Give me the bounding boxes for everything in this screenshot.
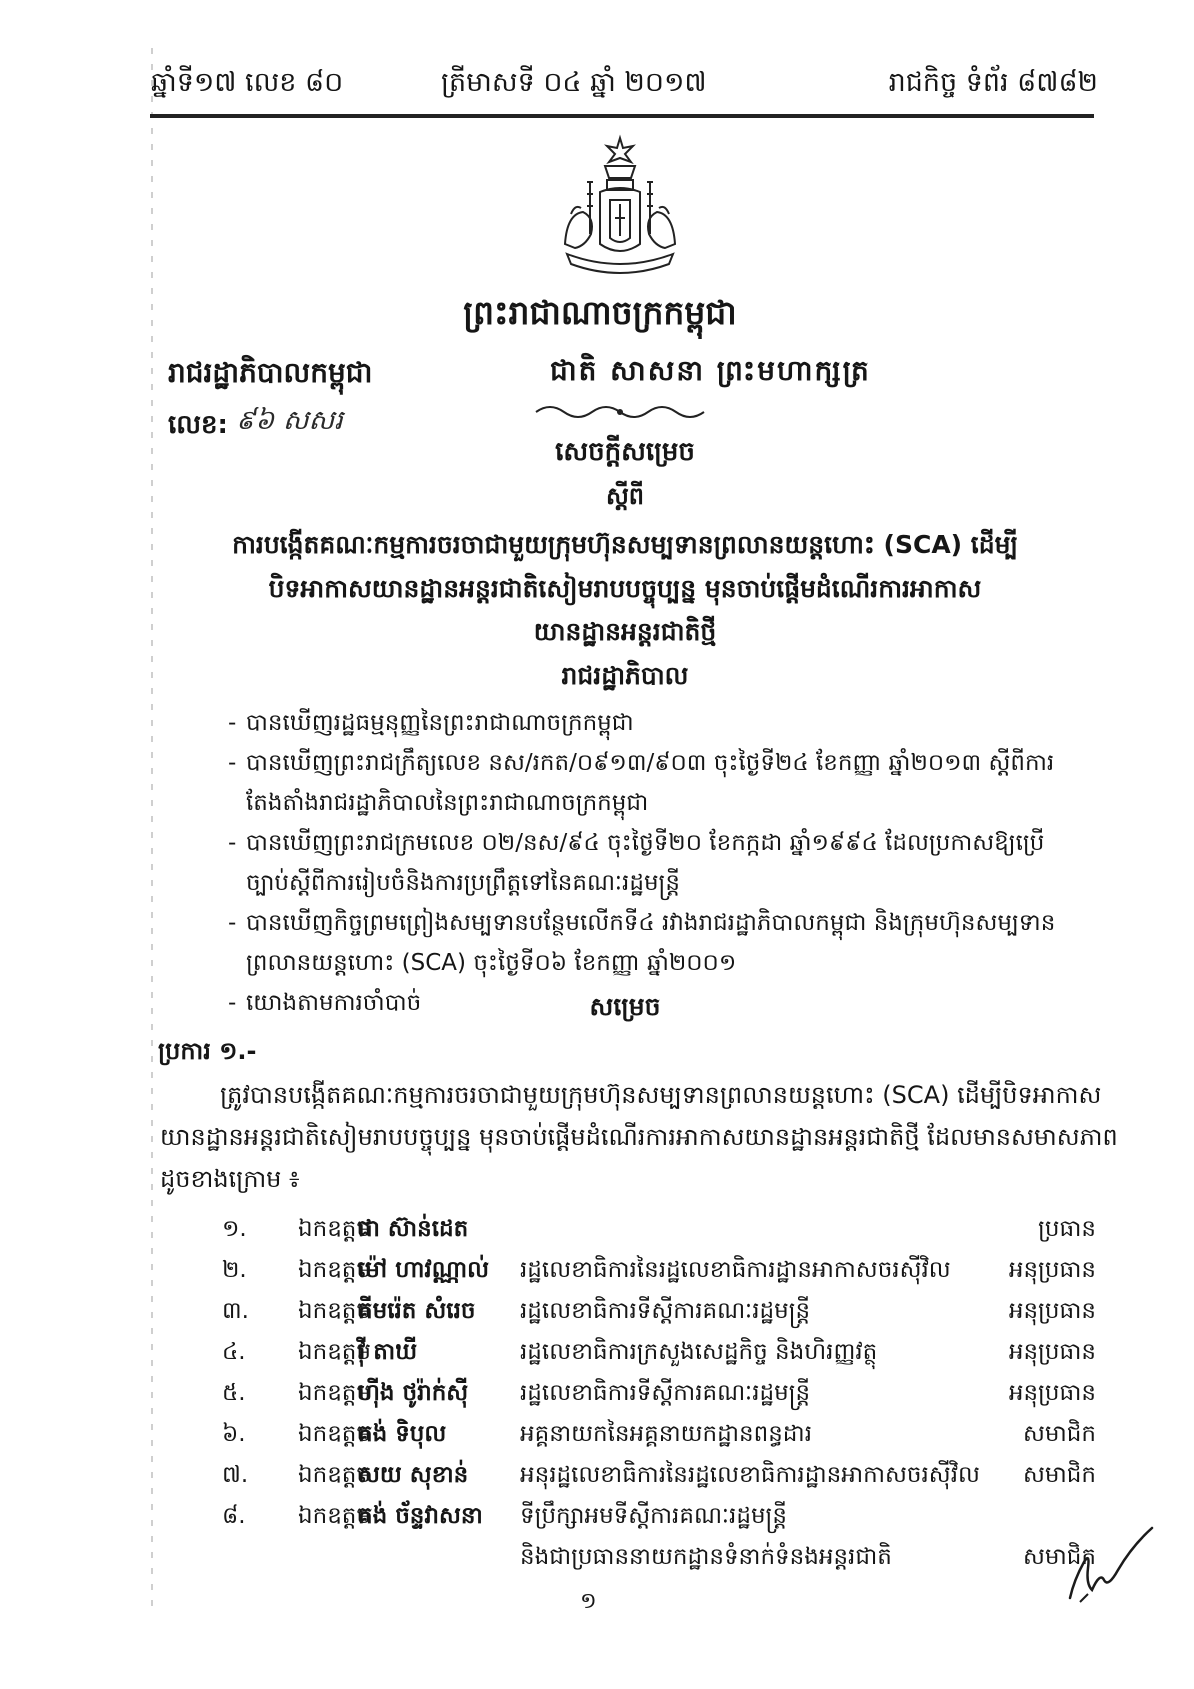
gazette-page: រាជកិច្ច ទំព័រ ៨៧៨២ <box>888 67 1098 98</box>
member-row: ១. ឯកឧត្តម ជា ស៊ាន់ដេត ប្រធាន <box>222 1216 1096 1242</box>
member-row-cont: និងជាប្រធាននាយកដ្ឋានទំនាក់ទំនងអន្តរជាតិ សមាជិក <box>520 1544 1096 1570</box>
signature-initials-icon <box>1060 1510 1160 1610</box>
royal-emblem-icon <box>545 134 695 284</box>
kingdom-title: ព្រះរាជាណាចក្រកម្ពុជា <box>463 293 737 332</box>
decides-heading: សម្រេច <box>589 992 661 1021</box>
committee-members <box>160 1208 1096 1588</box>
member-row: ៤. ឯកឧត្តម វ៉ី តាឃី រដ្ឋលេខាធិការក្រសួងសេដ្ឋកិច្ច និងហិរញ្ញវត្ថុ អនុប្រធាន <box>222 1339 1096 1365</box>
document-number-label: លេខ: <box>168 410 228 440</box>
member-row: ៨. ឯកឧត្តម គង់ ច័ន្ទវាសនា ទីប្រឹក្សាអមទីស្តីការគណៈរដ្ឋមន្ត្រី <box>222 1503 788 1529</box>
document-number-value: ៩៦ សសរ <box>236 405 343 436</box>
decision-title-line: ការបង្កើតគណៈកម្មការចរចាជាមួយក្រុមហ៊ុនសម្បទានព្រលានយន្តហោះ (SCA) ដើម្បី <box>232 530 1018 559</box>
member-row: ៥. ឯកឧត្តម ហ៊ីង ថូរ៉ាក់ស៊ី រដ្ឋលេខាធិការទីស្តីការគណៈរដ្ឋមន្ត្រី អនុប្រធាន <box>222 1380 1096 1406</box>
government-name: រាជរដ្ឋាភិបាលកម្ពុជា <box>168 356 373 389</box>
scan-margin-mark <box>148 48 156 1608</box>
gazette-date: ត្រីមាសទី ០៤ ឆ្នាំ ២០១៧ <box>441 67 707 98</box>
member-row: ៦. ឯកឧត្តម គង់ ទិបុល អគ្គនាយកនៃអគ្គនាយកដ្ឋានពន្ធដារ សមាជិក <box>222 1421 1096 1447</box>
national-motto: ជាតិ សាសនា ព្រះមហាក្សត្រ <box>550 354 871 387</box>
gazette-header <box>151 66 1098 106</box>
decision-title-line: យានដ្ឋានអន្តរជាតិថ្មី <box>533 617 717 646</box>
document-type: សេចក្តីសម្រេច <box>555 437 695 467</box>
decision-title-line: បិទអាកាសយានដ្ឋានអន្តរជាតិសៀមរាបបច្ចុប្បន្ន មុនចាប់ផ្តើមដំណើរការអាកាស <box>268 574 982 603</box>
member-row: ២. ឯកឧត្តម ម៉ៅ ហាវណ្ណាល់ រដ្ឋលេខាធិការនៃរដ្ឋលេខាធិការដ្ឋានអាកាសចរស៊ីវិល អនុប្រធាន <box>222 1257 1096 1283</box>
gazette-issue: ឆ្នាំទី១៧ លេខ ៨០ <box>151 67 344 98</box>
article-1-body <box>160 1074 1118 1204</box>
article-1-line: ដូចខាងក្រោម ៖ <box>160 1165 300 1193</box>
page-number: ១ <box>580 1589 597 1614</box>
member-row: ៣. ឯកឧត្តម គីមរ៉េត សំរេច រដ្ឋលេខាធិការទីស្តីការគណៈរដ្ឋមន្ត្រី អនុប្រធាន <box>222 1298 1096 1324</box>
header-rule <box>150 114 1094 118</box>
considerations-list: - បានឃើញរដ្ឋធម្មនុញ្ញនៃព្រះរាជាណាចក្រកម្ពុជា - បានឃើញព្រះរាជក្រឹត្យលេខ នស/រកត/០៩១៣/៩០៣ ចុះថ្ងៃទី២៤ ខែកញ្ញា ឆ្នាំ២០១៣ ស្តីពីការ តែងតាំងរាជរដ្ឋាភិបាលនៃព្រះរាជាណាចក្រកម្ពុជា - បានឃើញព្រះរាជក្រមលេខ ០២/នស/៩៤ ចុះថ្ងៃទី២០ ខែកក្កដា ឆ្នាំ១៩៩៤ ដែលប្រកាសឱ្យប្រើ ច្បាប់ស្តីពីការរៀបចំនិងការប្រព្រឹត្តទៅនៃគណៈរដ្ឋមន្ត្រី - បានឃើញកិច្ចព្រមព្រៀងសម្បទានបន្ថែមលើកទី៤ រវាងរាជរដ្ឋាភិបាលកម្ពុជា និងក្រុមហ៊ុនសម្បទាន ព្រលានយន្តហោះ (SCA) ចុះថ្ងៃទី០៦ ខែកញ្ញា ឆ្នាំ២០០១ - យោងតាមការចាំបាច់ <box>228 710 1056 1016</box>
authority-heading: រាជរដ្ឋាភិបាល <box>561 661 689 690</box>
article-1-line: ត្រូវបានបង្កើតគណៈកម្មការចរចាជាមួយក្រុមហ៊ុនសម្បទានព្រលានយន្តហោះ (SCA) ដើម្បីបិទអាកាស <box>220 1081 1102 1109</box>
document-about: ស្តីពី <box>605 482 645 510</box>
divider-ornament <box>530 400 710 422</box>
article-1-line: យានដ្ឋានអន្តរជាតិសៀមរាបបច្ចុប្បន្ន មុនចាប់ផ្តើមដំណើរការអាកាសយានដ្ឋានអន្តរជាតិថ្មី ដែលមានសមាសភាព <box>160 1123 1118 1151</box>
article-1-label: ប្រការ ១.- <box>158 1037 257 1065</box>
member-row: ៧. ឯកឧត្តម សយ សុខាន់ អនុរដ្ឋលេខាធិការនៃរដ្ឋលេខាធិការដ្ឋានអាកាសចរស៊ីវិល សមាជិក <box>222 1462 1096 1488</box>
